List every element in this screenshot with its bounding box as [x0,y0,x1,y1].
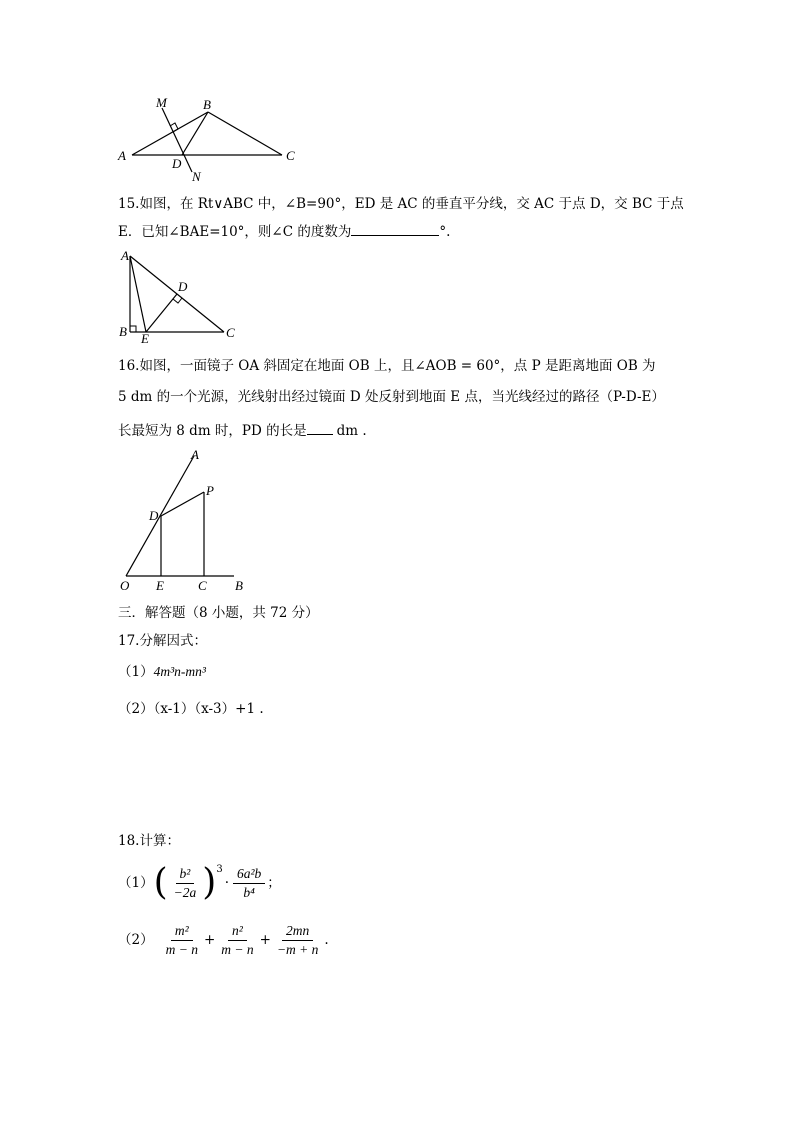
answer-blank-16[interactable] [307,420,333,435]
question-15-prompt: E．已知∠BAE=10°，则∠C 的度数为 [118,224,352,240]
label-c: C [286,148,295,163]
label-o: O [120,578,130,593]
question-18-part1 [118,858,281,908]
fraction-b2-over-neg2a [170,866,201,901]
period: . [324,932,329,948]
question-16-line1: 16.如图，一面镜子 OA 斜固定在地面 OB 上，且∠AOB = 60°，点 P 是距离地面 OB 为 [118,358,656,374]
figure-q16 [112,446,252,596]
plus-sign: + [259,932,271,948]
question-16-prompt: 长最短为 8 dm 时，PD 的长是 [118,423,307,439]
expression-17-1: 4m³n-mn³ [153,664,206,679]
label-d: D [149,508,159,523]
part-2-label: （2） [118,932,154,948]
label-a: A [118,148,126,163]
figure-q14 [110,92,320,187]
label-b: B [235,578,243,593]
fraction-n2-over-m-minus-n [217,923,257,958]
segment-bc [208,112,282,155]
right-angle-mark-d [173,298,182,303]
denominator: −m + n [276,941,319,957]
question-18-part2 [118,920,329,960]
question-15-line1: 15.如图，在 Rt∨ABC 中，∠B=90°，ED 是 AC 的垂直平分线，交 AC 于点 D，交 BC 于点 [118,196,684,212]
numerator: n² [228,923,247,941]
fraction-2mn-over-neg-m-plus-n [273,923,322,958]
denominator: b⁴ [243,884,255,900]
segment-bd [182,112,208,155]
mirror-oa [126,456,194,576]
question-17-part1 [118,662,206,682]
label-e: E [156,578,164,593]
question-15-unit: °. [439,224,451,240]
exponent: 3 [216,864,223,875]
answer-blank-15[interactable] [351,221,439,236]
plus-sign: + [203,932,216,948]
label-d: D [178,279,188,294]
segment-ab [132,112,208,155]
label-m: M [156,95,167,110]
multiply-dot: · [224,875,229,891]
label-b: B [203,97,211,112]
semicolon: ； [267,875,281,891]
segment-ed [146,294,177,332]
right-paren: ) [202,862,217,903]
label-e: E [141,331,149,343]
denominator: m − n [221,941,254,957]
numerator: b² [176,866,195,884]
question-16-line2: 5 dm 的一个光源，光线射出经过镜面 D 处反射到地面 E 点，当光线经过的路径（P-D-E） [118,389,665,405]
right-angle-mark-b [130,326,136,332]
label-c: C [198,578,207,593]
left-paren: ( [153,862,168,903]
question-18-title: 18.计算： [118,833,180,849]
figure-q15 [112,248,252,343]
question-16-unit: dm . [336,423,367,439]
label-a: A [191,447,199,462]
denominator: m − n [165,941,198,957]
label-p: P [206,483,214,498]
numerator: 6a²b [233,866,265,884]
label-d: D [172,156,182,171]
part-1-label: （1） [118,875,154,891]
numerator: m² [171,923,193,941]
label-b: B [119,324,127,339]
question-17-title: 17.分解因式： [118,633,207,649]
part-1-label: （1） [118,664,154,680]
numerator: 2mn [282,923,313,941]
label-n: N [192,169,201,184]
section-3-title: 三．解答题（8 小题，共 72 分） [118,605,319,621]
question-16-line3 [118,420,367,441]
label-a: A [121,248,129,263]
fraction-6a2b-over-b4 [233,866,265,901]
denominator: −2a [173,884,197,900]
fraction-m2-over-m-minus-n [162,923,202,958]
question-17-part2: （2）（x-1）（x-3）+1 . [118,701,264,717]
label-c: C [226,325,235,340]
question-15-line2 [118,221,450,242]
